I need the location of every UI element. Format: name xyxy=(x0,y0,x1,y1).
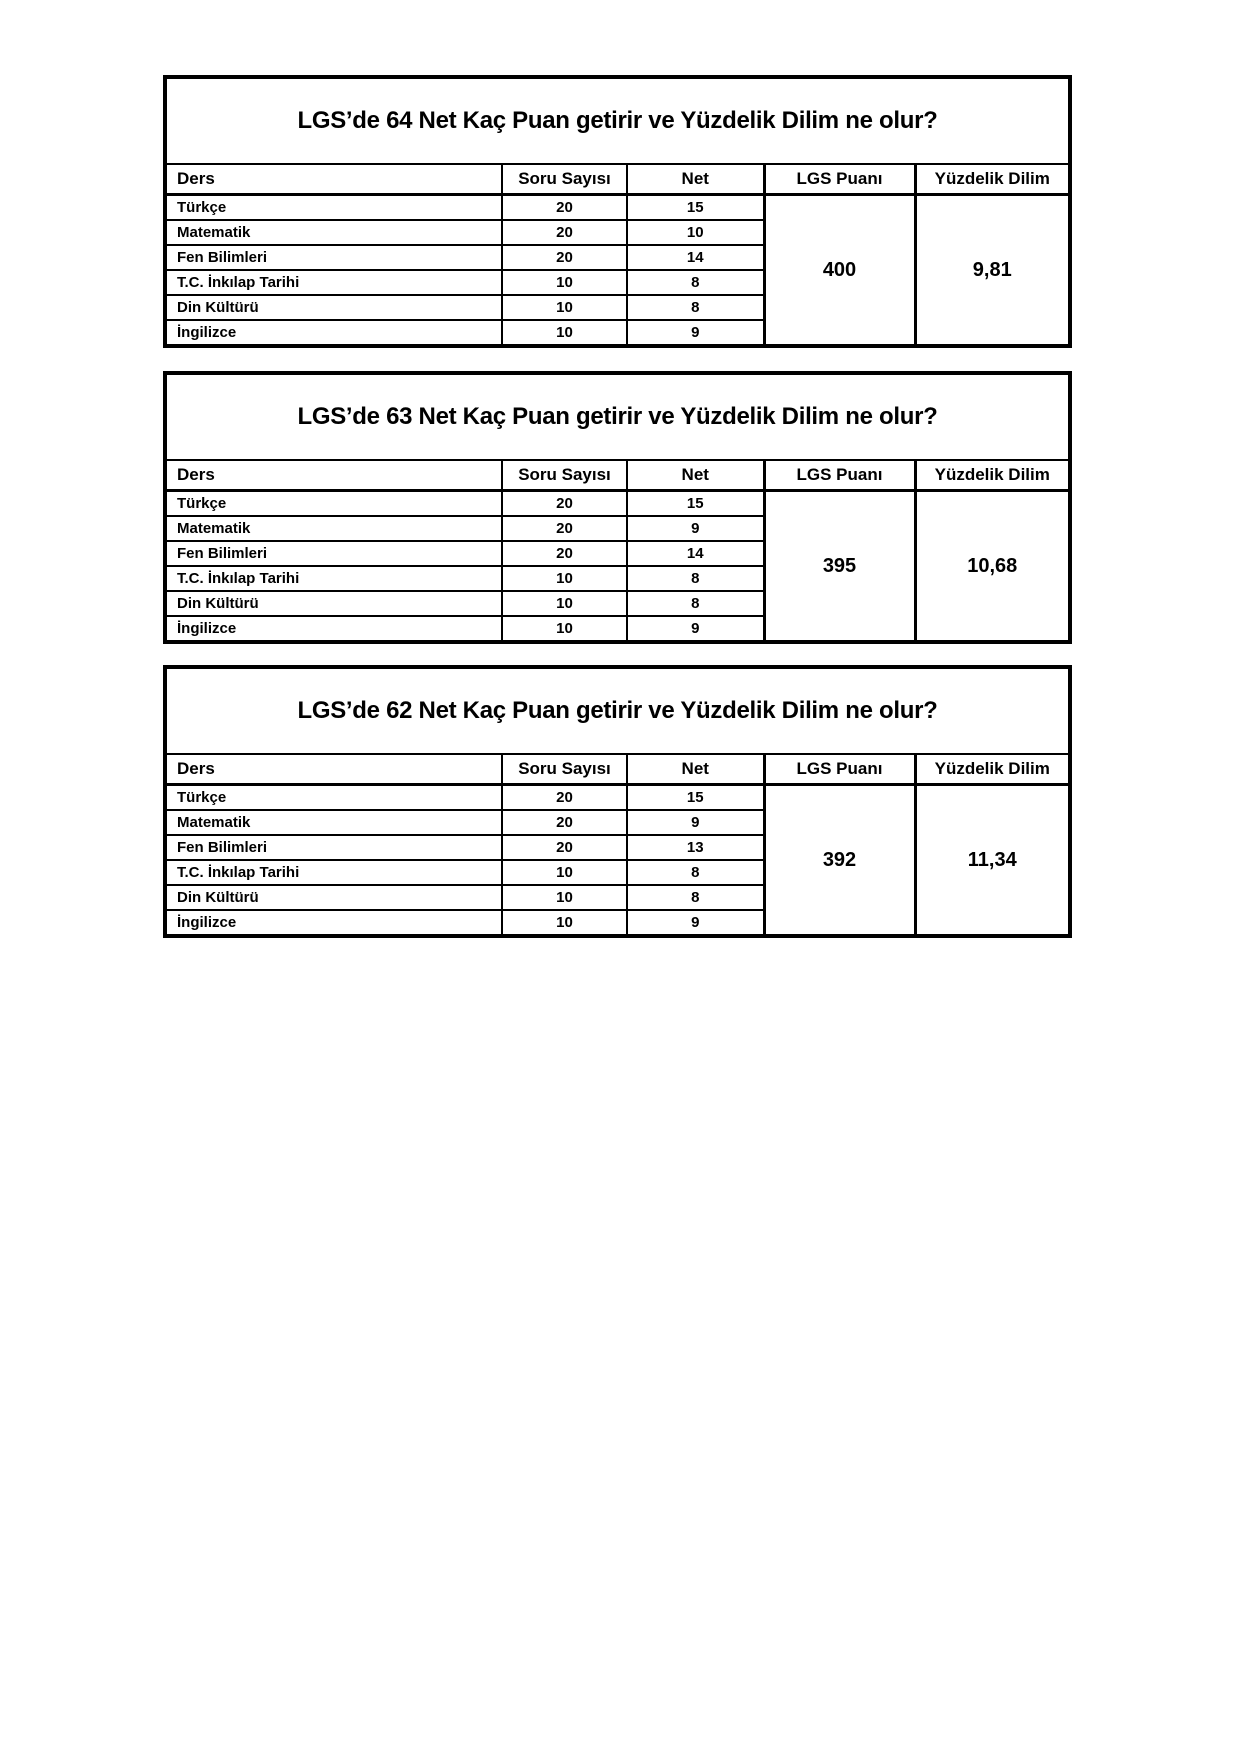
column-header-yuzdelik-dilim: Yüzdelik Dilim xyxy=(915,754,1070,785)
column-header-soru-sayisi: Soru Sayısı xyxy=(502,460,627,491)
yuzdelik-dilim-value: 9,81 xyxy=(915,195,1070,347)
ders-cell: İngilizce xyxy=(165,320,502,346)
table-row xyxy=(165,785,1070,811)
soru-sayisi-cell: 10 xyxy=(502,591,627,616)
column-header-yuzdelik-dilim: Yüzdelik Dilim xyxy=(915,460,1070,491)
soru-sayisi-cell: 20 xyxy=(502,491,627,517)
net-cell: 9 xyxy=(627,616,764,642)
column-header-ders: Ders xyxy=(165,754,502,785)
net-cell: 8 xyxy=(627,591,764,616)
ders-cell: T.C. İnkılap Tarihi xyxy=(165,270,502,295)
column-header-ders: Ders xyxy=(165,164,502,195)
table-row xyxy=(165,491,1070,517)
soru-sayisi-cell: 10 xyxy=(502,616,627,642)
score-table-63-net xyxy=(163,371,1072,644)
ders-cell: Din Kültürü xyxy=(165,885,502,910)
column-header-soru-sayisi: Soru Sayısı xyxy=(502,754,627,785)
table-title-row xyxy=(165,373,1070,460)
column-header-net: Net xyxy=(627,164,764,195)
net-cell: 9 xyxy=(627,810,764,835)
soru-sayisi-cell: 20 xyxy=(502,785,627,811)
lgs-puani-value: 395 xyxy=(764,491,915,643)
net-cell: 15 xyxy=(627,195,764,221)
column-header-lgs-puani: LGS Puanı xyxy=(764,164,915,195)
soru-sayisi-cell: 20 xyxy=(502,810,627,835)
ders-cell: T.C. İnkılap Tarihi xyxy=(165,860,502,885)
table-header-row xyxy=(165,460,1070,491)
soru-sayisi-cell: 10 xyxy=(502,860,627,885)
net-cell: 14 xyxy=(627,541,764,566)
net-cell: 8 xyxy=(627,885,764,910)
table-title-row xyxy=(165,667,1070,754)
soru-sayisi-cell: 10 xyxy=(502,270,627,295)
lgs-puani-value: 392 xyxy=(764,785,915,937)
net-cell: 14 xyxy=(627,245,764,270)
lgs-puani-value: 400 xyxy=(764,195,915,347)
net-cell: 8 xyxy=(627,270,764,295)
net-cell: 8 xyxy=(627,860,764,885)
soru-sayisi-cell: 10 xyxy=(502,320,627,346)
soru-sayisi-cell: 20 xyxy=(502,835,627,860)
net-cell: 13 xyxy=(627,835,764,860)
column-header-net: Net xyxy=(627,754,764,785)
soru-sayisi-cell: 10 xyxy=(502,566,627,591)
net-cell: 15 xyxy=(627,785,764,811)
net-cell: 8 xyxy=(627,295,764,320)
soru-sayisi-cell: 10 xyxy=(502,910,627,936)
column-header-yuzdelik-dilim: Yüzdelik Dilim xyxy=(915,164,1070,195)
net-cell: 8 xyxy=(627,566,764,591)
ders-cell: Türkçe xyxy=(165,195,502,221)
ders-cell: Fen Bilimleri xyxy=(165,541,502,566)
ders-cell: Matematik xyxy=(165,516,502,541)
column-header-ders: Ders xyxy=(165,460,502,491)
ders-cell: İngilizce xyxy=(165,616,502,642)
yuzdelik-dilim-value: 10,68 xyxy=(915,491,1070,643)
ders-cell: Fen Bilimleri xyxy=(165,245,502,270)
soru-sayisi-cell: 20 xyxy=(502,245,627,270)
net-cell: 15 xyxy=(627,491,764,517)
ders-cell: Din Kültürü xyxy=(165,295,502,320)
column-header-net: Net xyxy=(627,460,764,491)
net-cell: 9 xyxy=(627,516,764,541)
ders-cell: Türkçe xyxy=(165,785,502,811)
net-cell: 9 xyxy=(627,910,764,936)
table-header-row xyxy=(165,164,1070,195)
soru-sayisi-cell: 20 xyxy=(502,220,627,245)
soru-sayisi-cell: 10 xyxy=(502,885,627,910)
ders-cell: Din Kültürü xyxy=(165,591,502,616)
column-header-lgs-puani: LGS Puanı xyxy=(764,754,915,785)
ders-cell: T.C. İnkılap Tarihi xyxy=(165,566,502,591)
column-header-lgs-puani: LGS Puanı xyxy=(764,460,915,491)
score-table-62-net xyxy=(163,665,1072,938)
table-title-row xyxy=(165,77,1070,164)
ders-cell: İngilizce xyxy=(165,910,502,936)
soru-sayisi-cell: 20 xyxy=(502,516,627,541)
table-title: LGS’de 62 Net Kaç Puan getirir ve Yüzdelik Dilim ne olur? xyxy=(165,667,1070,754)
ders-cell: Türkçe xyxy=(165,491,502,517)
ders-cell: Matematik xyxy=(165,810,502,835)
soru-sayisi-cell: 10 xyxy=(502,295,627,320)
table-header-row xyxy=(165,754,1070,785)
table-title: LGS’de 63 Net Kaç Puan getirir ve Yüzdelik Dilim ne olur? xyxy=(165,373,1070,460)
table-title: LGS’de 64 Net Kaç Puan getirir ve Yüzdelik Dilim ne olur? xyxy=(165,77,1070,164)
ders-cell: Matematik xyxy=(165,220,502,245)
ders-cell: Fen Bilimleri xyxy=(165,835,502,860)
net-cell: 10 xyxy=(627,220,764,245)
column-header-soru-sayisi: Soru Sayısı xyxy=(502,164,627,195)
yuzdelik-dilim-value: 11,34 xyxy=(915,785,1070,937)
soru-sayisi-cell: 20 xyxy=(502,541,627,566)
table-row xyxy=(165,195,1070,221)
soru-sayisi-cell: 20 xyxy=(502,195,627,221)
net-cell: 9 xyxy=(627,320,764,346)
score-table-64-net xyxy=(163,75,1072,348)
